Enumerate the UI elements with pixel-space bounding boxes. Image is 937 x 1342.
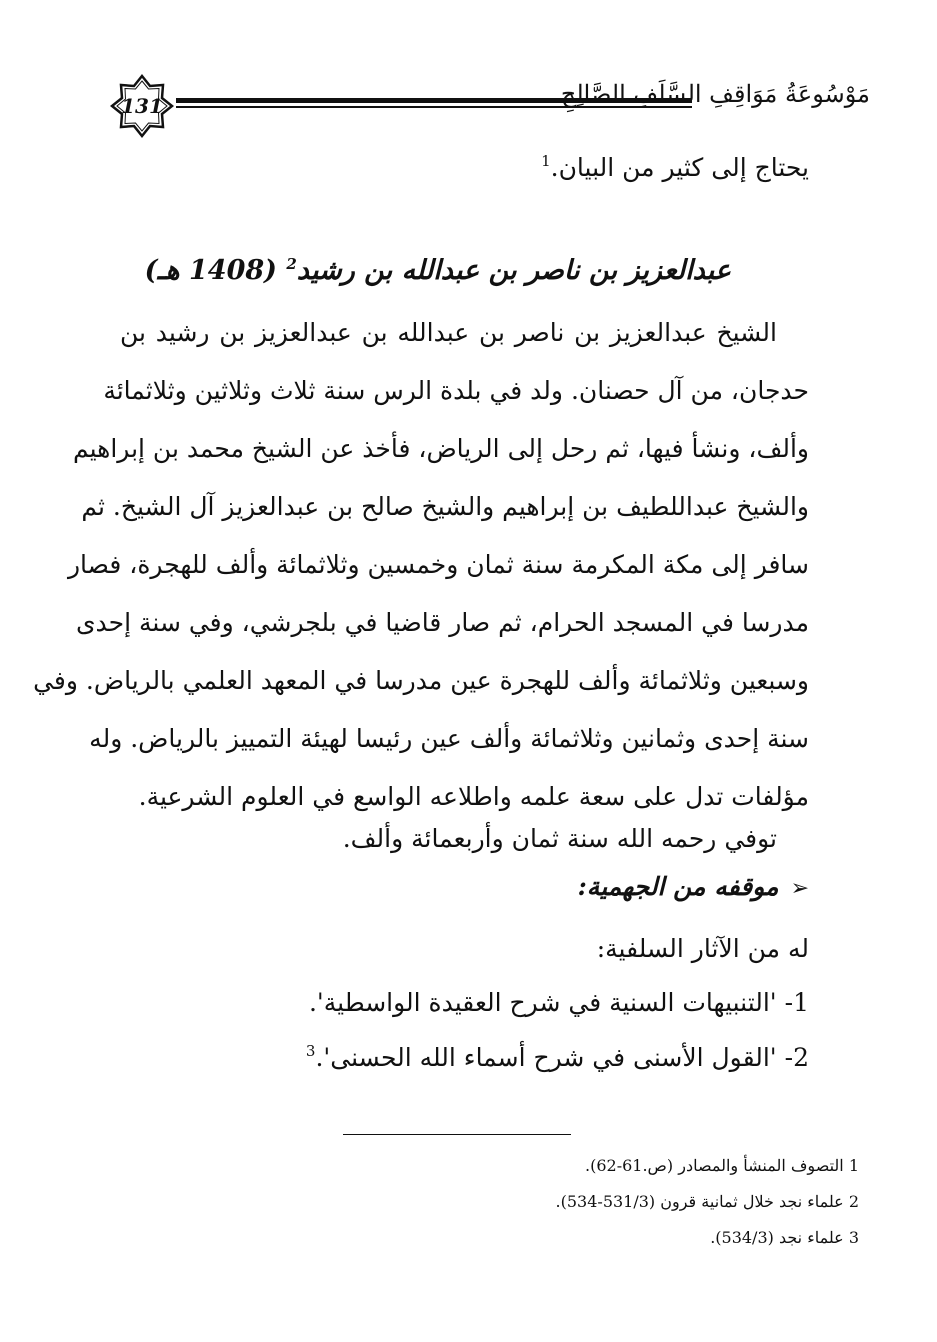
work-title: 'القول الأسنى في شرح أسماء الله الحسنى'.: [315, 1043, 777, 1072]
bio-line: سنة إحدى وثمانين وثلاثمائة وألف عين رئيسا لهيئة التمييز بالرياض. وله: [89, 724, 809, 753]
bio-last-line: مؤلفات تدل على سعة علمه واطلاعه الواسع في العلوم الشرعية.: [138, 782, 809, 811]
footnote: [710, 1228, 859, 1247]
work-item: [306, 1042, 809, 1072]
heading-name: عبدالعزيز بن ناصر بن عبدالله بن رشيد: [296, 255, 731, 286]
bio-line: حدجان، من آل حصنان. ولد في بلدة الرس سنة ثلاث وثلاثين وثلاثمائة: [103, 376, 809, 405]
page-number-badge: [110, 74, 174, 138]
bio-line: مدرسا في المسجد الحرام، ثم صار قاضيا في بلجرشي، وفي سنة إحدى: [75, 608, 809, 637]
bio-line: سافر إلى مكة المكرمة سنة ثمان وخمسين وثلاثمائة وألف للهجرة، فصار: [67, 550, 809, 579]
footnote-ref-1: 1: [541, 152, 551, 170]
footnote: [585, 1156, 859, 1175]
footnote-number: 2: [848, 1192, 859, 1211]
footnote-number: 3: [848, 1228, 859, 1247]
works-intro: له من الآثار السلفية:: [596, 934, 809, 963]
page-number: 131: [121, 94, 163, 118]
work-item: [309, 988, 809, 1017]
death-line: توفي رحمه الله سنة ثمان وأربعمائة وألف.: [342, 824, 777, 853]
footnote-separator: [343, 1134, 571, 1135]
intro-line: [541, 152, 809, 182]
series-title: مَوْسُوعَةُ مَوَاقِفِ السَّلَفِ الصَّالِحِ: [560, 80, 870, 108]
footnote-text: علماء نجد خلال ثمانية قرون (531/3-534).: [555, 1192, 844, 1211]
biography-heading: [145, 255, 731, 286]
footnote-text: علماء نجد (534/3).: [710, 1228, 844, 1247]
work-number: 1-: [784, 988, 809, 1017]
bio-line: والشيخ عبداللطيف بن إبراهيم والشيخ صالح بن عبدالعزيز آل الشيخ. ثم: [81, 492, 809, 521]
heading-date: (1408 هـ): [144, 255, 277, 286]
footnote-ref-2: 2: [286, 255, 297, 273]
work-number: 2-: [784, 1043, 809, 1072]
page-header: [100, 62, 870, 142]
footnote: [556, 1192, 859, 1211]
bio-line: وألف، ونشأ فيها، ثم رحل إلى الرياض، فأخذ عن الشيخ محمد بن إبراهيم: [72, 434, 809, 463]
section-heading: [578, 872, 809, 901]
footnote-number: 1: [848, 1156, 859, 1175]
bio-line: الشيخ عبدالعزيز بن ناصر بن عبدالله بن عبدالعزيز بن رشيد بن: [120, 318, 777, 347]
bio-line: وسبعين وثلاثمائة وألف للهجرة عين مدرسا في المعهد العلمي بالرياض. وفي: [33, 666, 809, 695]
footnote-ref-3: 3: [305, 1042, 316, 1060]
section-title: موقفه من الجهمية:: [577, 872, 779, 901]
work-title: 'التنبيهات السنية في شرح العقيدة الواسطية'.: [308, 988, 777, 1017]
arrow-bullet-icon: ➢: [790, 876, 809, 901]
intro-text: يحتاج إلى كثير من البيان.: [550, 153, 809, 182]
footnote-text: التصوف المنشأ والمصادر (ص.61-62).: [585, 1156, 844, 1175]
